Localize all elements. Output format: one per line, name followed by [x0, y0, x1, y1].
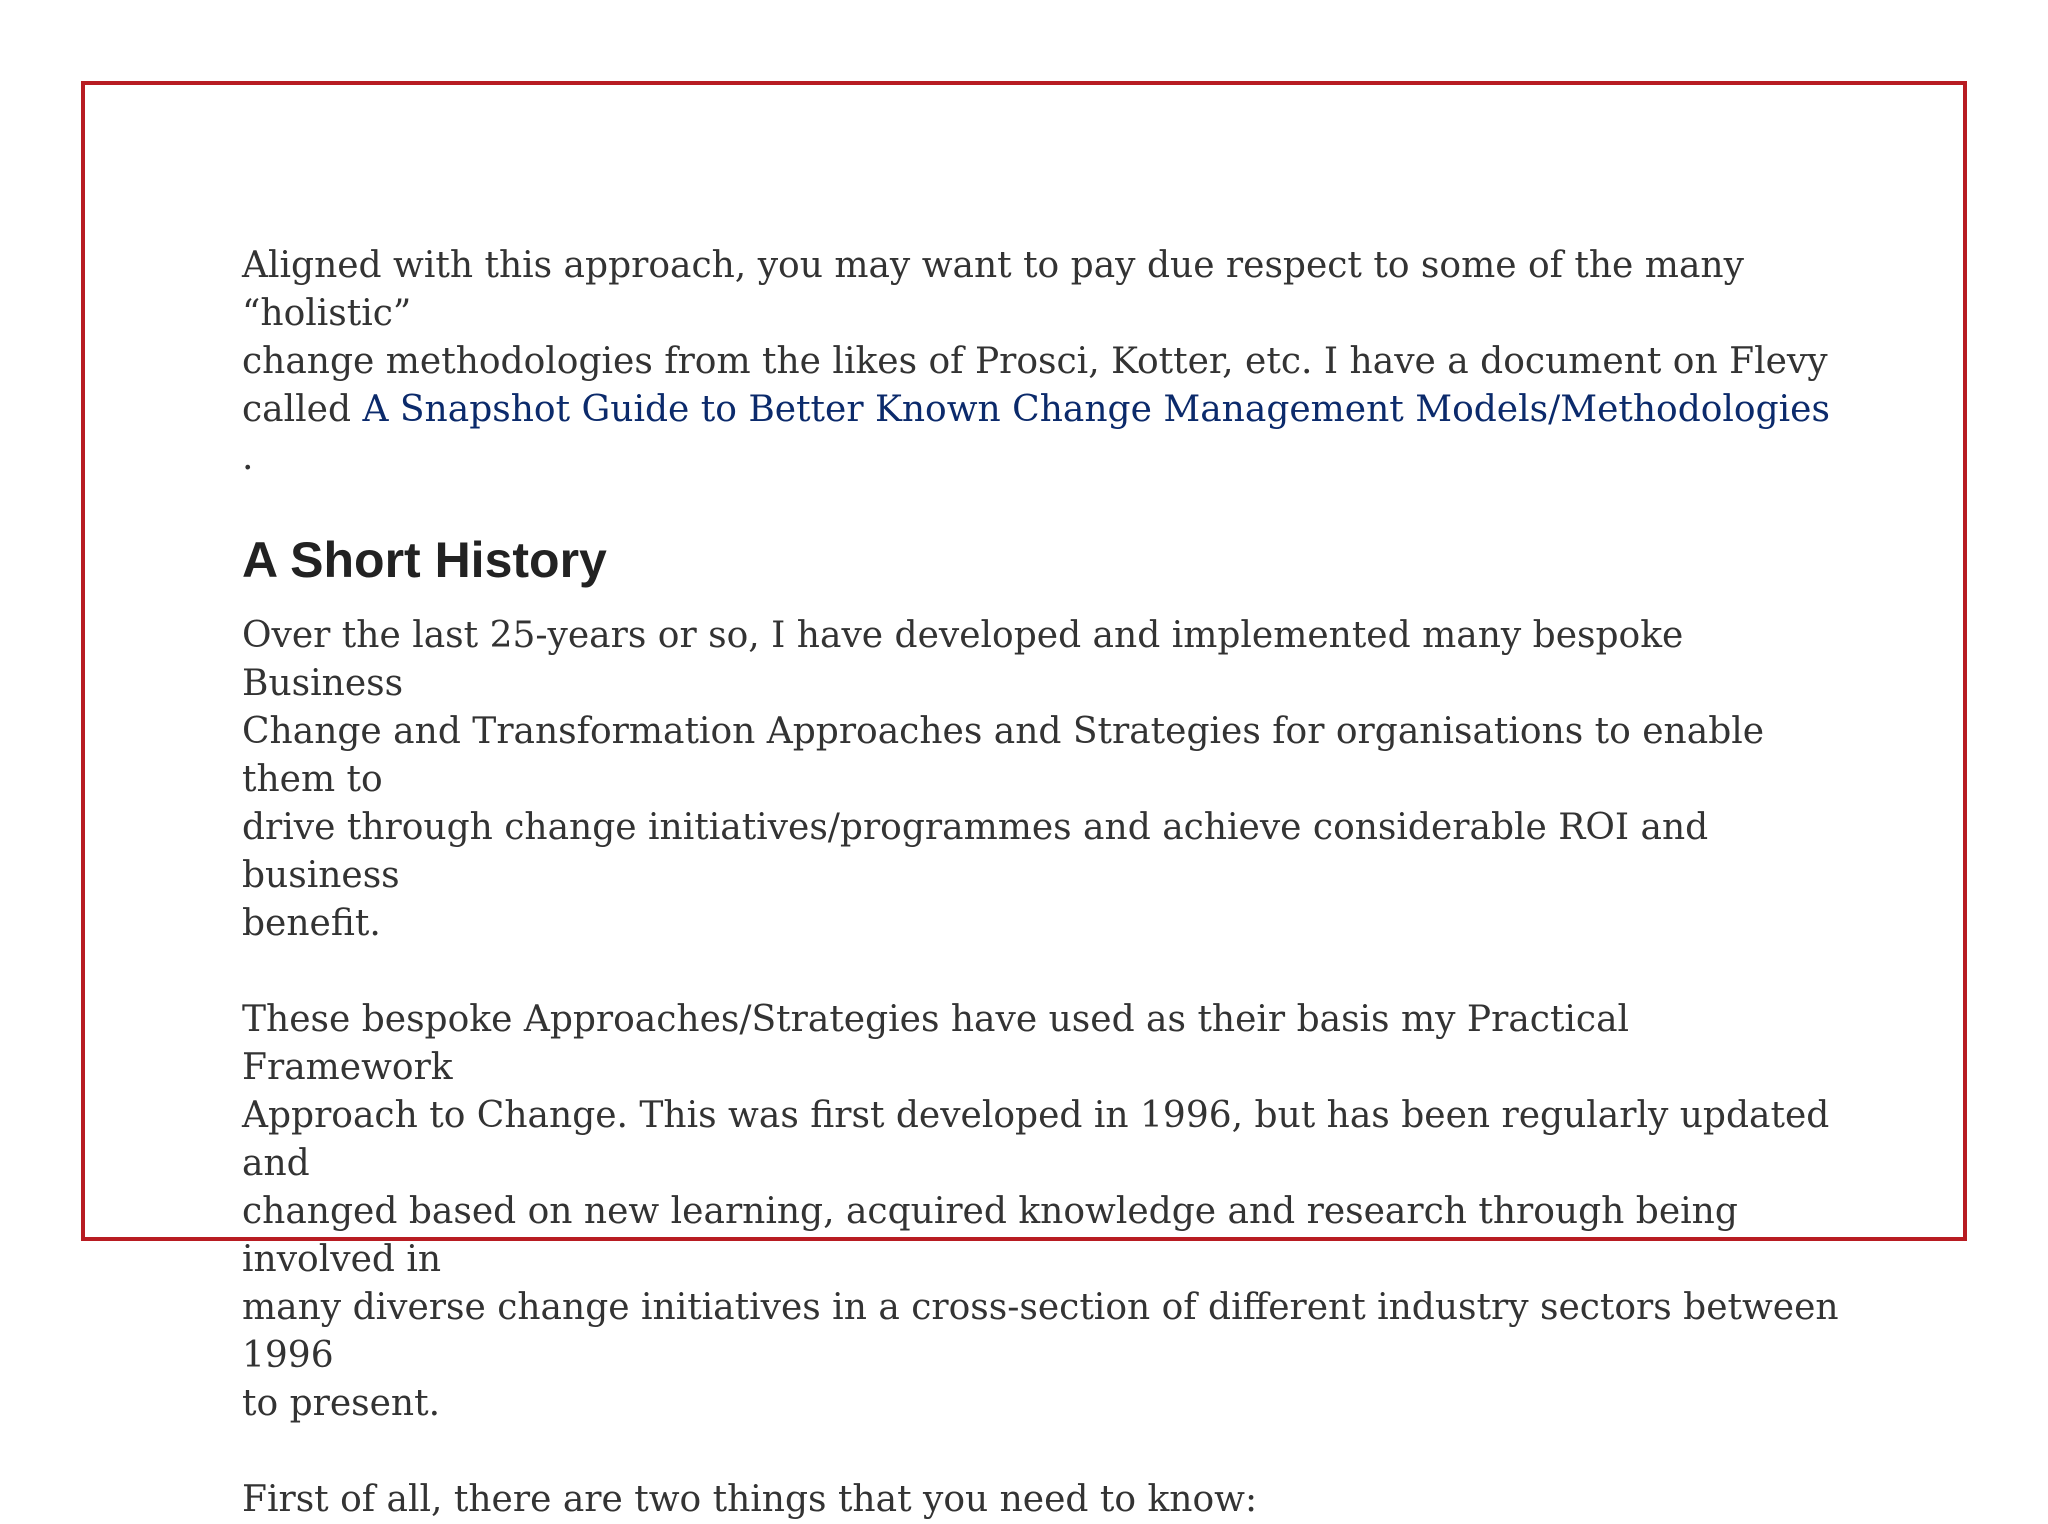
history-paragraph-3: First of all, there are two things that you need to know:	[242, 1479, 1258, 1520]
intro-line-1: Aligned with this approach, you may want to pay due respect to some of the many “holistic”	[242, 245, 1744, 334]
intro-line-3-prefix: called	[242, 389, 363, 430]
section-heading: A Short History	[242, 532, 607, 588]
article-body	[242, 242, 1842, 1524]
history-p1-line-1: Over the last 25-years or so, I have developed and implemented many bespoke Business	[242, 615, 1684, 704]
intro-line-3-suffix: .	[242, 437, 254, 478]
history-p2-line-5: to present.	[242, 1383, 441, 1424]
snapshot-guide-link[interactable]: A Snapshot Guide to Better Known Change Management Models/Methodologies	[362, 389, 1830, 430]
history-paragraph-1	[242, 612, 1842, 948]
history-p1-line-2: Change and Transformation Approaches and Strategies for organisations to enable them to	[242, 711, 1765, 800]
history-p2-line-4: many diverse change initiatives in a cross-section of different industry sectors between 1996	[242, 1287, 1839, 1376]
history-p1-line-3: drive through change initiatives/programmes and achieve considerable ROI and business	[242, 807, 1709, 896]
history-p2-line-2: Approach to Change. This was first developed in 1996, but has been regularly updated and	[242, 1095, 1830, 1184]
history-p2-line-3: changed based on new learning, acquired knowledge and research through being involved in	[242, 1191, 1738, 1280]
history-paragraph-2	[242, 996, 1842, 1428]
intro-line-2: change methodologies from the likes of Prosci, Kotter, etc. I have a document on Flevy	[242, 341, 1828, 382]
intro-paragraph	[242, 242, 1842, 482]
history-p1-line-4: benefit.	[242, 903, 381, 944]
history-p2-line-1: These bespoke Approaches/Strategies have used as their basis my Practical Framework	[242, 999, 1630, 1088]
